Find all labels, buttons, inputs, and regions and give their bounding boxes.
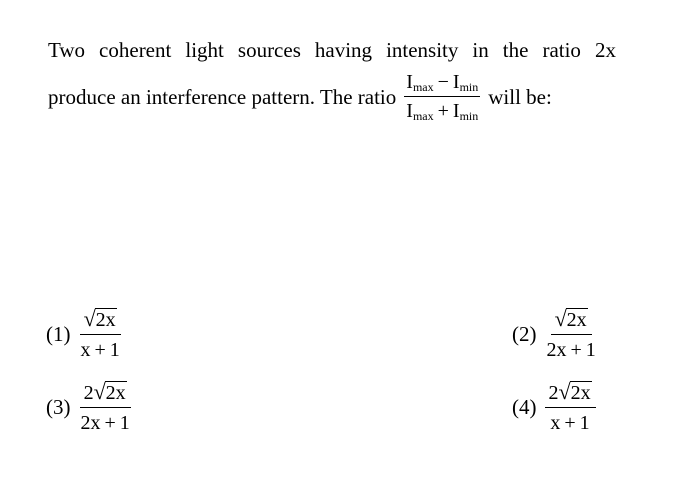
option-denominator: x + 1 (550, 412, 590, 434)
option-2[interactable] (512, 308, 598, 360)
question-lead-text: produce an interference pattern. The ratio (48, 84, 397, 109)
option-1[interactable] (46, 308, 122, 360)
question-line-2 (48, 72, 616, 122)
square-root: √ 2x (558, 379, 591, 404)
option-label: (4) (512, 394, 537, 419)
option-fraction (545, 381, 596, 433)
option-denominator: 2x + 1 (80, 412, 130, 434)
option-numerator: 2 √ 2x (80, 381, 131, 408)
question-word: Two (48, 38, 86, 62)
option-fraction (79, 381, 132, 433)
radical-sign-icon: √ (558, 379, 571, 404)
ratio-numerator: $I_{max} - I_{min}$ (404, 72, 480, 97)
option-4[interactable] (512, 381, 596, 433)
question-word: having (314, 38, 373, 62)
option-denominator: 2x + 1 (546, 339, 596, 361)
option-label: (2) (512, 321, 537, 346)
option-fraction (545, 308, 598, 360)
question-word: intensity (386, 38, 459, 62)
option-label: (3) (46, 394, 71, 419)
question-word: light (185, 38, 224, 62)
question-tail-text: will be: (488, 84, 552, 109)
square-root: √ 2x (554, 306, 587, 331)
option-3[interactable] (46, 381, 132, 433)
option-denominator: x + 1 (80, 339, 120, 361)
option-numerator (551, 308, 592, 335)
square-root: √ 2x (83, 306, 116, 331)
option-numerator: 2 √ 2x (545, 381, 596, 408)
radical-sign-icon: √ (83, 306, 96, 331)
question-word: in (472, 38, 489, 62)
question-word: the (502, 38, 529, 62)
option-numerator (80, 308, 121, 335)
option-fraction (79, 308, 122, 360)
radical-sign-icon: √ (93, 379, 106, 404)
question-word: coherent (99, 38, 172, 62)
question-line-1 (48, 38, 616, 66)
question-word: 2x (594, 38, 616, 62)
question-word: sources (237, 38, 301, 62)
intensity-ratio-fraction (404, 72, 480, 122)
ratio-denominator: $I_{max} + I_{min}$ (406, 100, 479, 123)
radical-sign-icon: √ (554, 306, 567, 331)
question-text (48, 38, 616, 122)
question-word: ratio (542, 38, 581, 62)
square-root: √ 2x (93, 379, 126, 404)
option-label: (1) (46, 321, 71, 346)
